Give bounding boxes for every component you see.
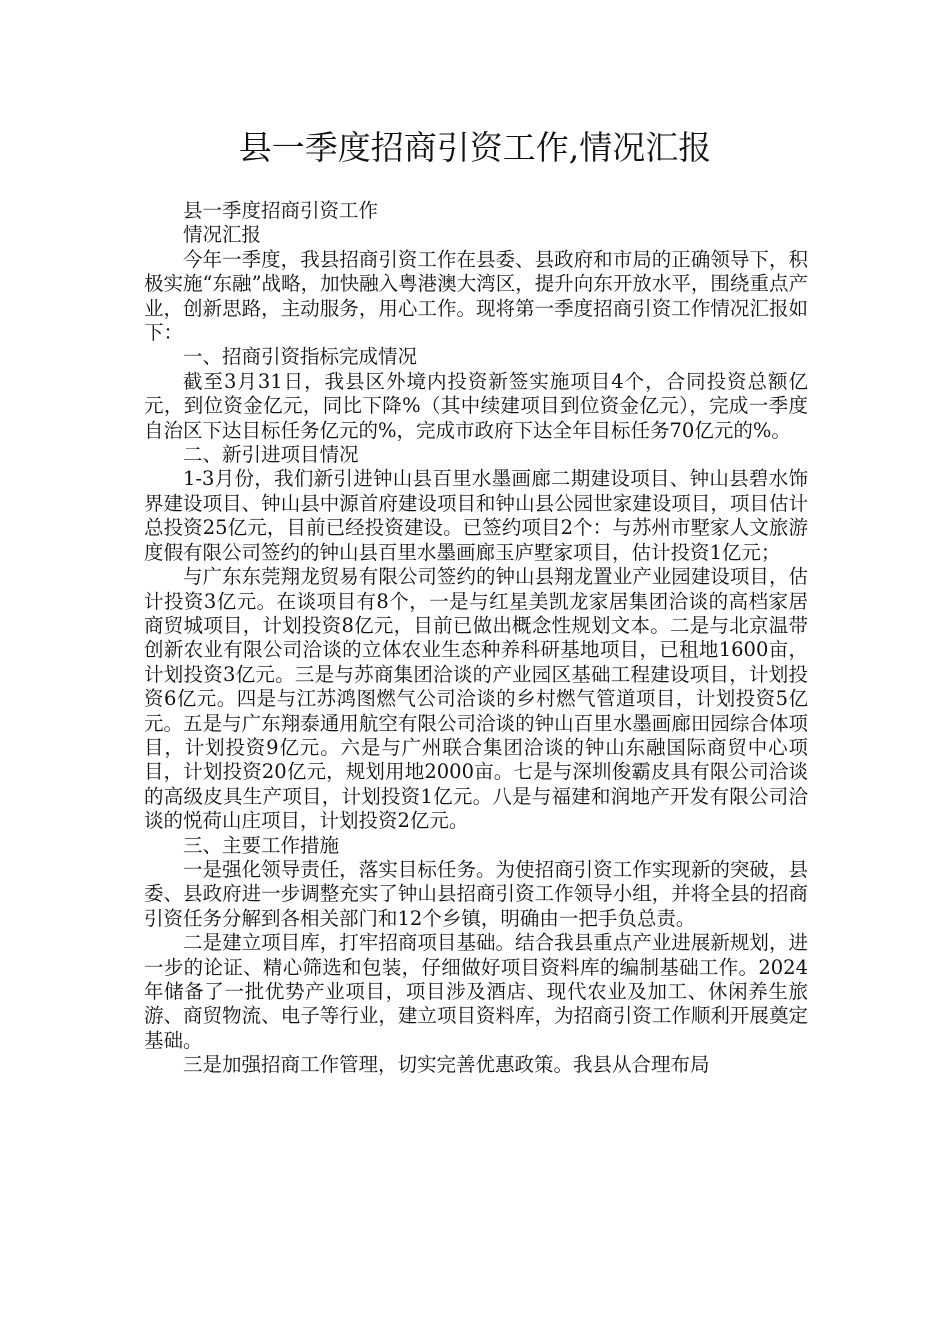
section-3-paragraph-3: 三是加强招商工作管理，切实完善优惠政策。我县从合理布局	[183, 1053, 710, 1077]
subtitle-line-1: 县一季度招商引资工作	[183, 199, 379, 222]
section-2-paragraph-2: 与广东东莞翔龙贸易有限公司签约的钟山县翔龙置业产业园建设项目，估计投资3亿元。在谈项目有8个，一是与红星美凯龙家居集团洽谈的高档家居商贸城项目，计划投资8亿元，目前已做出概念性规划文本。二是与北京温带创新农业有限公司洽谈的立体农业生态种养科研基地项目，已租地1600亩，计划投资3亿元。三是与苏商集团洽谈的产业园区基础工程建设项目，计划投资6亿元。四是与江苏鸿图燃气公司洽谈的乡村燃气管道项目，计划投资5亿元。五是与广东翔泰通用航空有限公司洽谈的钟山百里水墨画廊田园综合体项目，计划投资9亿元。六是与广州联合集团洽谈的钟山东融国际商贸中心项目，计划投资20亿元，规划用地2000亩。七是与深圳俊霸皮具有限公司洽谈的高级皮具生产项目，计划投资1亿元。八是与福建和润地产开发有限公司洽谈的悦荷山庄项目，计划投资2亿元。	[144, 565, 808, 833]
document-body	[144, 199, 808, 1078]
section-heading-2: 二、新引进项目情况	[183, 443, 359, 467]
subtitle-line-2: 情况汇报	[183, 223, 262, 247]
intro-paragraph: 今年一季度，我县招商引资工作在县委、县政府和市局的正确领导下，积极实施“东融”战略，加快融入粤港澳大湾区，提升向东开放水平，围绕重点产业，创新思路，主动服务，用心工作。现将第一季度招商引资工作情况汇报如下：	[144, 247, 808, 345]
section-3-paragraph-1: 一是强化领导责任，落实目标任务。为使招商引资工作实现新的突破，县委、县政府进一步调整充实了钟山县招商引资工作领导小组，并将全县的招商引资任务分解到各相关部门和12个乡镇，明确由一把手负总责。	[144, 857, 808, 930]
section-3-paragraph-2: 二是建立项目库，打牢招商项目基础。结合我县重点产业进展新规划，进一步的论证、精心筛选和包装，仔细做好项目资料库的编制基础工作。2024年储备了一批优势产业项目，项目涉及酒店、现代农业及加工、休闲养生旅游、商贸物流、电子等行业，建立项目资料库，为招商引资工作顺利开展奠定基础。	[144, 931, 808, 1052]
section-2-paragraph-1: 1-3月份，我们新引进钟山县百里水墨画廊二期建设项目、钟山县碧水饰界建设项目、钟山县中源首府建设项目和钟山县公园世家建设项目，项目估计总投资25亿元，目前已经投资建设。已签约项目2个：与苏州市墅家人文旅游度假有限公司签约的钟山县百里水墨画廊玉庐墅家项目，估计投资1亿元；	[144, 467, 808, 564]
document-title: 县一季度招商引资工作,情况汇报	[238, 128, 712, 167]
section-heading-1: 一、招商引资指标完成情况	[183, 345, 418, 369]
section-1-paragraph: 截至3月31日，我县区外境内投资新签实施项目4个，合同投资总额亿元，到位资金亿元，同比下降%（其中续建项目到位资金亿元），完成一季度自治区下达目标任务亿元的%，完成市政府下达全年目标任务70亿元的%。	[144, 369, 808, 442]
section-heading-3: 三、主要工作措施	[183, 833, 340, 857]
